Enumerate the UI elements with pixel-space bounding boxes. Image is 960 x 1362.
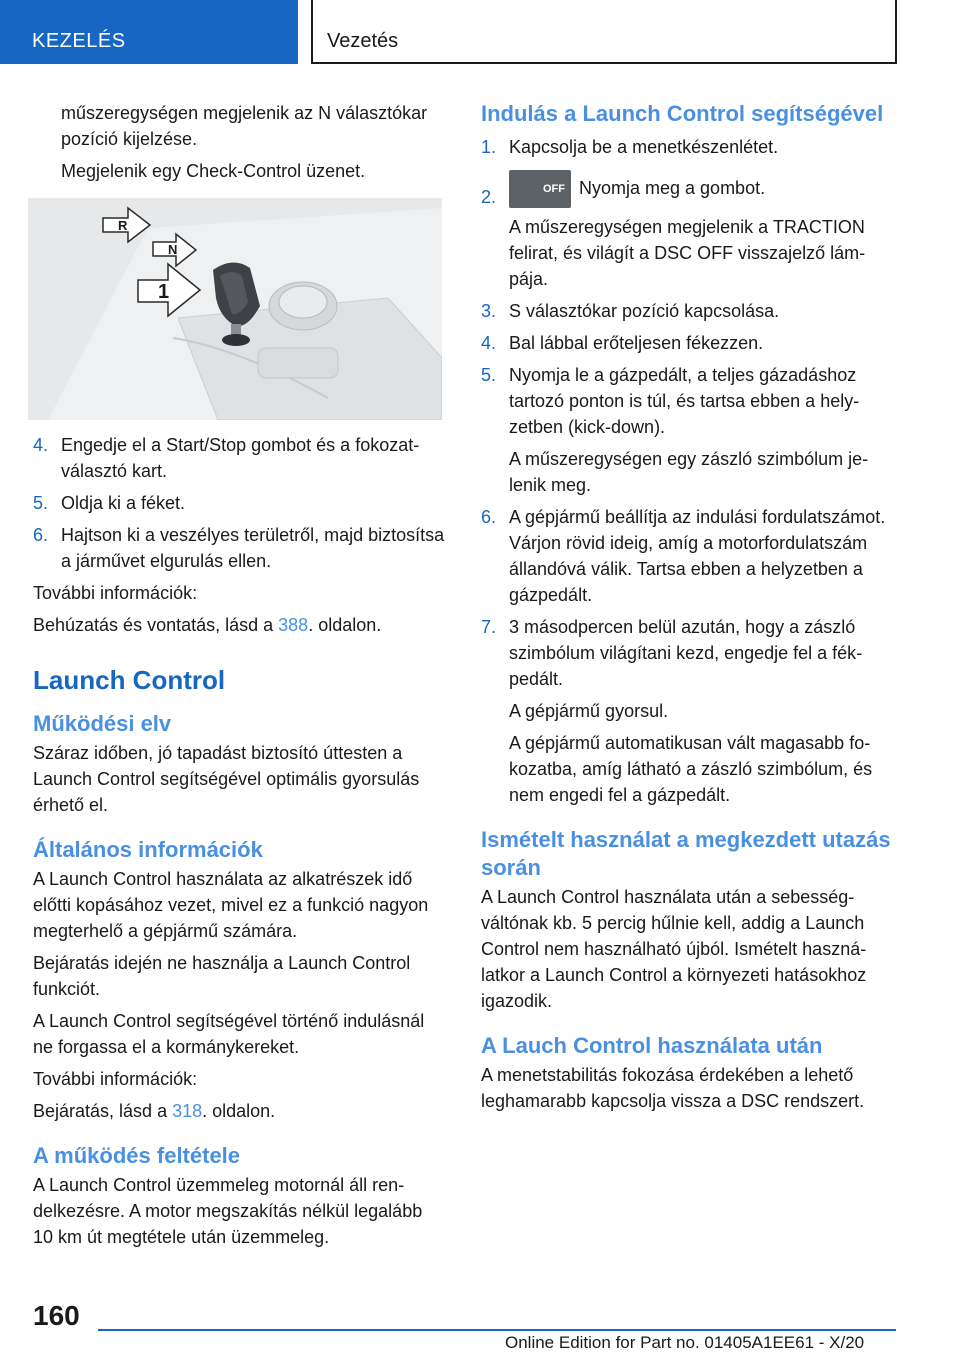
gear-label-r: R	[118, 218, 128, 233]
heading-indulas: Indulás a Launch Control segítségével	[481, 101, 884, 126]
paragraph: A műszeregységen egy zászló szimbólum jelenik meg.	[509, 449, 869, 495]
paragraph: A gépjármű gyorsul.	[509, 701, 669, 721]
intro-paragraph: Megjelenik egy Check-Control üzenet.	[61, 161, 366, 181]
reference-towing: Behúzatás és vontatás, lásd a 388. oldalon.	[33, 615, 382, 635]
more-info-label: További információk:	[33, 583, 198, 603]
gear-selector-figure	[28, 198, 442, 420]
chapter-tab	[311, 0, 897, 64]
heading-altalanos: Általános információk	[33, 837, 263, 862]
reference-break-in: Bejáratás, lásd a 318. oldalon.	[33, 1101, 276, 1121]
page-number: 160	[33, 1300, 80, 1331]
page-link-318[interactable]: 318	[172, 1101, 203, 1121]
paragraph: A Launch Control használata után a sebességváltónak kb. 5 percig hűlnie kell, addig a Launch Control nem használható újból. Ismételt használatkor a Launch Control a környezeti hatásokhoz igazodik.	[481, 887, 867, 1011]
heading-mukodesi-elv: Működési elv	[33, 711, 172, 736]
gear-selector-illustration	[28, 198, 442, 420]
paragraph: A menetstabilitás fokozása érdekében a lehető leghamarabb kapcsolja vissza a DSC rendszert.	[481, 1065, 865, 1111]
list-item: 1. Kapcsolja be a menetkészenlétet.	[481, 137, 779, 157]
list-item: 7. 3 másodpercen belül azután, hogy a zászló szimbólum világítani kezd, engedje fel a fékpedált.	[481, 617, 863, 689]
paragraph: Száraz időben, jó tapadást biztosító úttesten a Launch Control segítségével optimális gyorsulás érhető el.	[33, 743, 420, 815]
footer-edition: Online Edition for Part no. 01405A1EE61 - X/20	[505, 1333, 865, 1352]
list-item: 6. A gépjármű beállítja az indulási fordulatszámot. Várjon rövid ideig, amíg a motorfordulatszám állandóvá válik. Tartsa ebben a helyzetben a gázpedált.	[481, 507, 886, 605]
paragraph: A Launch Control segítségével történő indulásnál ne forgassa el a kormánykereket.	[33, 1011, 425, 1057]
gear-label-n: N	[168, 242, 178, 257]
right-column	[481, 100, 896, 1120]
section-tab	[0, 0, 298, 64]
list-item: 5. Nyomja le a gázpedált, a teljes gázadáshoz tartozó ponton is túl, és tartsa ebben a helyzetben (kick-down).	[481, 365, 860, 437]
chapter-title: Vezetés	[327, 30, 399, 52]
heading-hasznalat-utan: A Lauch Control használata után	[481, 1033, 823, 1058]
heading-launch-control: Launch Control	[33, 665, 226, 695]
paragraph: A műszeregységen megjelenik a TRACTION felirat, és világít a DSC OFF visszajelző lámpája.	[509, 217, 866, 289]
paragraph: A gépjármű automatikusan vált magasabb fokozatba, amíg látható a zászló szimbólum, és nem engedi fel a gázpedált.	[509, 733, 873, 805]
dsc-off-button-icon: OFF	[509, 170, 571, 208]
heading-feltetel: A működés feltétele	[33, 1143, 241, 1168]
more-info-label: További információk:	[33, 1069, 198, 1089]
list-item: 4. Bal lábbal erőteljesen fékezzen.	[481, 333, 764, 353]
page-link-388[interactable]: 388	[278, 615, 309, 635]
gear-label-1: 1	[158, 281, 170, 303]
list-item: 3. S választókar pozíció kapcsolása.	[481, 301, 780, 321]
left-column	[33, 100, 445, 1256]
list-item: 5. Oldja ki a féket.	[33, 493, 186, 513]
paragraph: Bejáratás idején ne használja a Launch Control funkciót.	[33, 953, 411, 999]
section-title: KEZELÉS	[32, 30, 126, 52]
intro-paragraph: műszeregységen megjelenik az N választókar pozíció kijelzése.	[61, 103, 428, 149]
heading-ismetelt: Ismételt használat a megkezdett utazás során	[481, 827, 891, 880]
paragraph: A Launch Control üzemmeleg motornál áll rendelkezésre. A motor megszakítás nélkül legalább 10 km út megtétele után üzemmeleg.	[33, 1175, 423, 1247]
list-item: 2. OFF Nyomja meg a gombot.	[481, 170, 896, 208]
list-item: 4. Engedje el a Start/Stop gombot és a fokozatválasztó kart.	[33, 435, 420, 481]
list-item: 6. Hajtson ki a veszélyes területről, majd biztosítsa a járművet elgurulás ellen.	[33, 525, 445, 571]
footer-divider	[98, 1329, 896, 1331]
paragraph: A Launch Control használata az alkatrészek idő előtti kopásához vezet, mivel ez a funkció nagyon megterhelő a gépjármű számára.	[33, 869, 429, 941]
